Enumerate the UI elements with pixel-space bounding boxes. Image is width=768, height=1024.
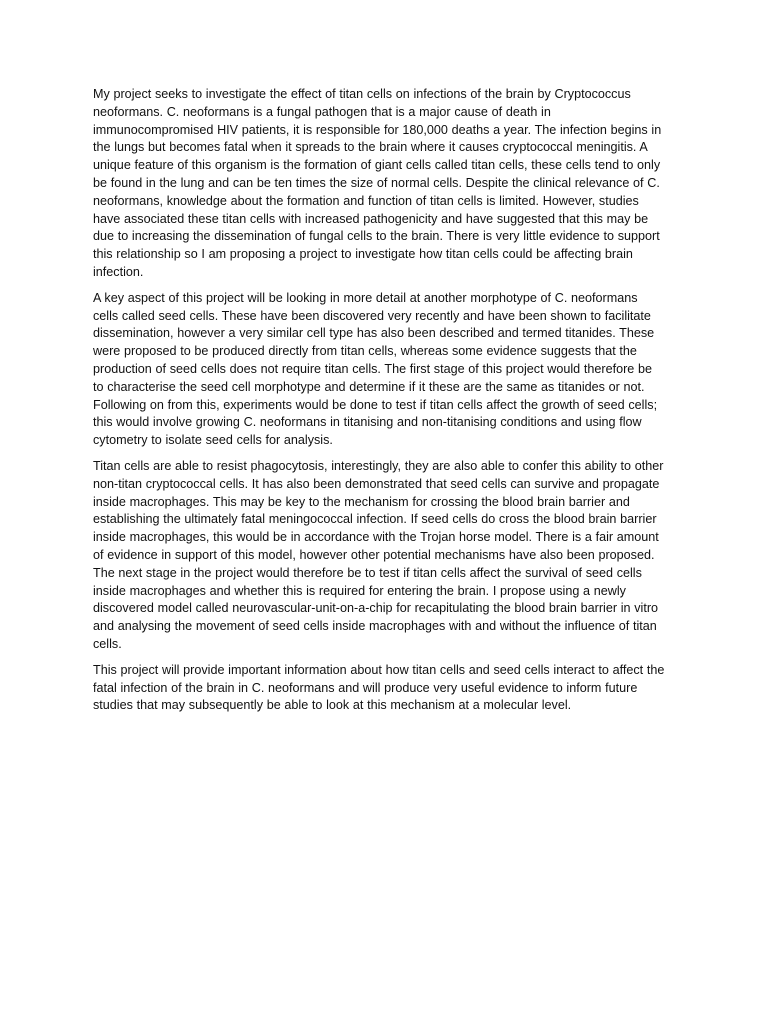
paragraph-seed-cells: A key aspect of this project will be looking in more detail at another morphotype of C. neoformans cells called seed cells. These have been discovered very recently and have been shown to facilitate dissemination, however a very similar cell type has also been described and termed titanides. These were proposed to be produced directly from titan cells, whereas some evidence suggests that the production of seed cells does not require titan cells. The first stage of this project would therefore be to characterise the seed cell morphotype and determine if it these are the same as titanides or not. Following on from this, experiments would be done to test if titan cells affect the growth of seed cells; this would involve growing C. neoformans in titanising and non-titanising conditions and using flow cytometry to isolate seed cells for analysis. (93, 290, 658, 448)
document-body (93, 86, 665, 723)
paragraph-intro: My project seeks to investigate the effect of titan cells on infections of the brain by Cryptococcus neoformans. C. neoformans is a fungal pathogen that is a major cause of death in immunocompromised HIV patients, it is responsible for 180,000 deaths a year. The infection begins in the lungs but becomes fatal when it spreads to the brain where it causes cryptococcal meningitis. A unique feature of this organism is the formation of giant cells called titan cells, these cells tend to only be found in the lung and can be ten times the size of normal cells. Despite the clinical relevance of C. neoformans, knowledge about the formation and function of titan cells is limited. However, studies have associated these titan cells with increased pathogenicity and have suggested that this may be due to increasing the dissemination of fungal cells to the brain. There is very little evidence to support this relationship so I am proposing a project to investigate how titan cells could be affecting brain infection. (93, 87, 662, 279)
paragraph-macrophages: Titan cells are able to resist phagocytosis, interestingly, they are also able to confer this ability to other non-titan cryptococcal cells. It has also been demonstrated that seed cells can survive and propagate inside macrophages. This may be key to the mechanism for crossing the blood brain barrier and establishing the ultimately fatal meningococcal infection. If seed cells do cross the blood brain barrier inside macrophages, this would be in accordance with the Trojan horse model. There is a fair amount of evidence in support of this model, however other potential mechanisms have also been proposed. The next stage in the project would therefore be to test if titan cells affect the survival of seed cells inside macrophages and whether this is required for entering the brain. I propose using a newly discovered model called neurovascular-unit-on-a-chip for recapitulating the blood brain barrier in vitro and analysing the movement of seed cells inside macrophages with and without the influence of titan cells. (93, 458, 664, 651)
paragraph-conclusion: This project will provide important information about how titan cells and seed cells interact to affect the fatal infection of the brain in C. neoformans and will produce very useful evidence to inform future studies that may subsequently be able to look at this mechanism at a molecular level. (93, 662, 665, 713)
